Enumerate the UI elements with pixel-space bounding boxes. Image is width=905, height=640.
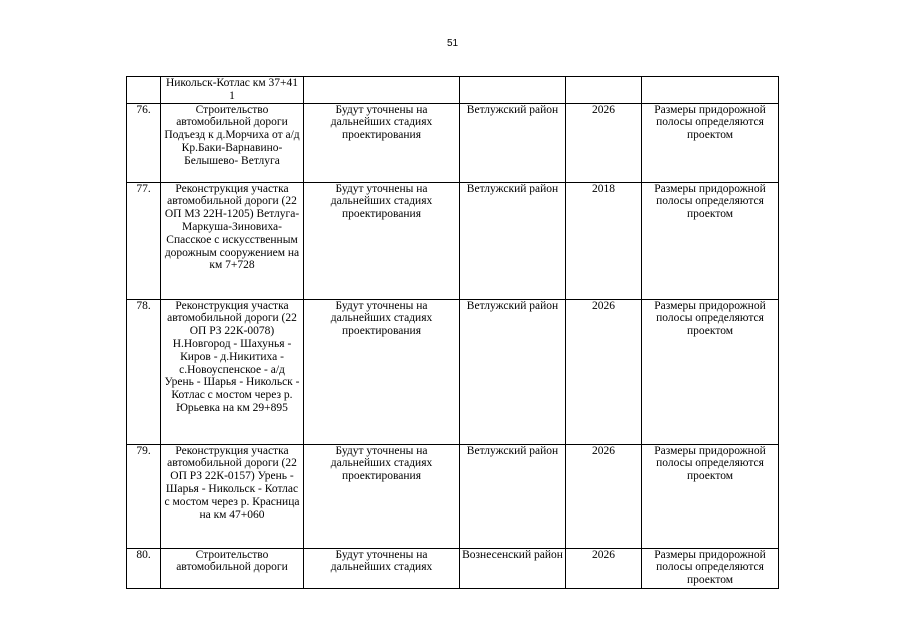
table-row [127, 444, 779, 548]
note: Размеры придорожной полосы определяются проектом [642, 182, 779, 299]
object-name: Реконструкция участка автомобильной дороги (22 ОП РЗ 22К-0078) Н.Новгород - Шахунья - Киров - д.Никитиха - с.Новоуспенское - а/д Урень - Шарья - Никольск - Котлас с мостом через р. Юрьевка на км 29+895 [161, 299, 304, 444]
object-name: Строительство автомобильной дороги [161, 548, 304, 588]
year: 2018 [566, 182, 642, 299]
year: 2026 [566, 444, 642, 548]
year: 2026 [566, 299, 642, 444]
row-number: 78. [127, 299, 161, 444]
object-description: Будут уточнены на дальнейших стадиях проектирования [304, 182, 460, 299]
note: Размеры придорожной полосы определяются проектом [642, 103, 779, 182]
object-name: Строительство автомобильной дороги Подъезд к д.Морчиха от а/д Кр.Баки-Варнавино-Белышево- Ветлуга [161, 103, 304, 182]
projects-table [126, 76, 779, 589]
table-row [127, 182, 779, 299]
note: Размеры придорожной полосы определяются проектом [642, 548, 779, 588]
table-row [127, 299, 779, 444]
district: Ветлужский район [460, 103, 566, 182]
district: Ветлужский район [460, 444, 566, 548]
object-description: Будут уточнены на дальнейших стадиях проектирования [304, 299, 460, 444]
year: 2026 [566, 103, 642, 182]
table-row [127, 548, 779, 588]
district: Вознесенский район [460, 548, 566, 588]
object-description: Будут уточнены на дальнейших стадиях проектирования [304, 103, 460, 182]
district: Ветлужский район [460, 299, 566, 444]
page-number: 51 [446, 38, 459, 49]
note: Размеры придорожной полосы определяются проектом [642, 299, 779, 444]
row-number: 76. [127, 103, 161, 182]
year: 2026 [566, 548, 642, 588]
row-number [127, 77, 161, 104]
year [566, 77, 642, 104]
district [460, 77, 566, 104]
row-number: 79. [127, 444, 161, 548]
row-number: 80. [127, 548, 161, 588]
table-row [127, 77, 779, 104]
object-description: Будут уточнены на дальнейших стадиях [304, 548, 460, 588]
object-description [304, 77, 460, 104]
note: Размеры придорожной полосы определяются проектом [642, 444, 779, 548]
row-number: 77. [127, 182, 161, 299]
object-description: Будут уточнены на дальнейших стадиях проектирования [304, 444, 460, 548]
object-name: Никольск-Котлас км 37+41 1 [161, 77, 304, 104]
object-name: Реконструкция участка автомобильной дороги (22 ОП РЗ 22К-0157) Урень - Шарья - Никольск - Котлас с мостом через р. Красница на км 47+060 [161, 444, 304, 548]
table-row [127, 103, 779, 182]
object-name: Реконструкция участка автомобильной дороги (22 ОП МЗ 22Н-1205) Ветлуга-Маркуша-Зиновиха- Спасское с искусственным дорожным сооружением на км 7+728 [161, 182, 304, 299]
note [642, 77, 779, 104]
district: Ветлужский район [460, 182, 566, 299]
